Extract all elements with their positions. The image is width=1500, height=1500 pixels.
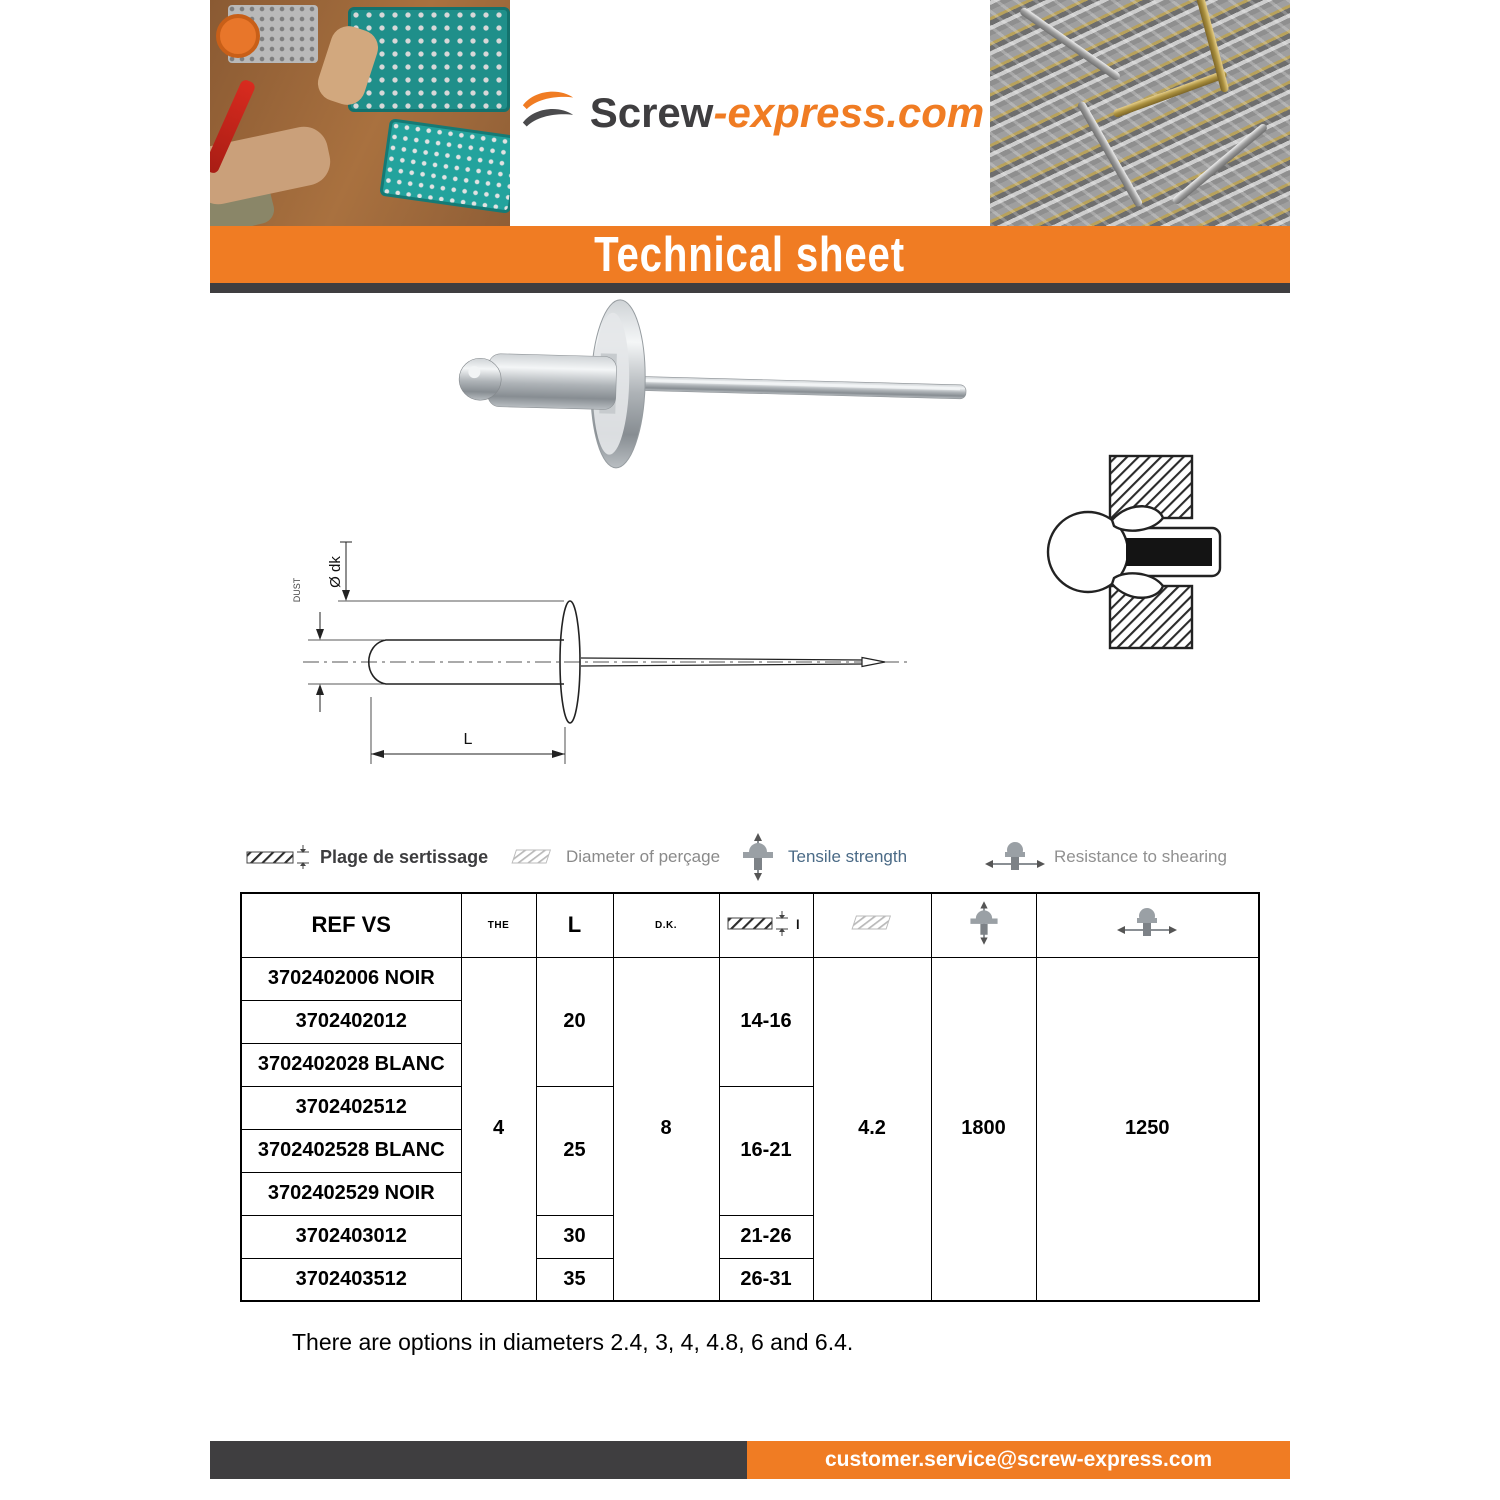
legend-tensile-label: Tensile strength [788,847,908,866]
rivet-product-photo [420,298,990,488]
mandrel-bottom-line [581,664,864,666]
ref-cell: 3702402028 BLANC [241,1043,461,1086]
mandrel-remnant [1126,538,1212,566]
logo-text [590,89,985,137]
length-label: L [463,731,473,748]
screw [1019,6,1122,81]
legend-drilling-label: Diameter of perçage [566,847,721,866]
grip-cell: 21-26 [719,1215,813,1258]
logo-swoosh-icon [516,84,580,142]
dk-cell: 8 [613,957,719,1301]
legend-drilling [507,847,737,867]
ref-cell: 3702402006 NOIR [241,957,461,1000]
footer-dark-segment [210,1441,747,1479]
grip-letter: l [796,916,800,932]
shear-resistance-icon [1117,906,1177,940]
col-header-shear [1036,893,1259,957]
legend-shear [985,840,1265,874]
screw [1112,70,1227,119]
mandrel-top-line [581,658,864,660]
installed-rivet-cross-section [1042,450,1227,655]
screw [1077,100,1144,208]
ref-cell: 3702402529 NOIR [241,1172,461,1215]
tensile-strength-icon [737,832,779,882]
tensile-cell: 1800 [931,957,1036,1301]
col-header-l: L [536,893,613,957]
logo-text-dark: Screw [589,89,714,136]
dust-label: DUST [292,577,302,603]
grip-cell: 14-16 [719,957,813,1086]
screw-tray [379,118,510,214]
col-header-drill [813,893,931,957]
tape-measure [216,14,260,58]
ref-cell: 3702402512 [241,1086,461,1129]
ref-cell: 3702402528 BLANC [241,1129,461,1172]
legend-shear-label: Resistance to shearing [1054,847,1227,866]
grip-cell: 16-21 [719,1086,813,1215]
rivet-body [487,353,616,409]
legend-crimping-label: Plage de sertissage [320,846,489,867]
the-cell: 4 [461,957,536,1301]
table-row [241,957,1259,1000]
drill-diameter-icon [847,914,897,932]
tensile-strength-icon [965,899,1003,947]
mandrel-tip [862,658,885,667]
legend-tensile [737,832,985,882]
col-header-the: THE [461,893,536,957]
footer-orange-segment [747,1441,1290,1479]
footer-bar [210,1441,1290,1479]
title-banner [210,226,1290,283]
spec-table [240,892,1260,1302]
diameter-label: Ø dk [327,556,344,588]
ref-cell: 3702403512 [241,1258,461,1301]
banner-shadow [210,283,1290,293]
workbench-photo [210,0,510,226]
screw [1171,122,1268,205]
col-header-grip [719,893,813,957]
rivet-dimension-drawing [268,512,923,797]
diameter-options-note: There are options in diameters 2.4, 3, 4, 4.8, 6 and 6.4. [292,1329,854,1355]
drill-cell: 4.2 [813,957,931,1301]
ref-cell: 3702402012 [241,1000,461,1043]
grip-cell: 26-31 [719,1258,813,1301]
shear-cell: 1250 [1036,957,1259,1301]
screw-pile-photo [990,0,1290,226]
col-header-tensile [931,893,1036,957]
shear-resistance-icon [985,840,1045,874]
logo-text-orange: -express.com [713,89,985,136]
crimping-range-icon [245,845,311,869]
l-cell: 35 [536,1258,613,1301]
col-header-ref: REF VS [241,893,461,957]
l-cell: 25 [536,1086,613,1215]
drill-diameter-icon [507,848,557,866]
l-cell: 30 [536,1215,613,1258]
l-cell: 20 [536,957,613,1086]
page-title: Technical sheet [594,227,906,282]
brand-logo [510,0,990,226]
ref-cell: 3702403012 [241,1215,461,1258]
legend [245,831,1265,883]
customer-service-email[interactable]: customer.service@screw-express.com [824,1448,1213,1471]
table-header-row [241,893,1259,957]
crimping-range-icon [726,910,806,936]
col-header-dk: D.K. [613,893,719,957]
legend-crimping [245,845,507,869]
